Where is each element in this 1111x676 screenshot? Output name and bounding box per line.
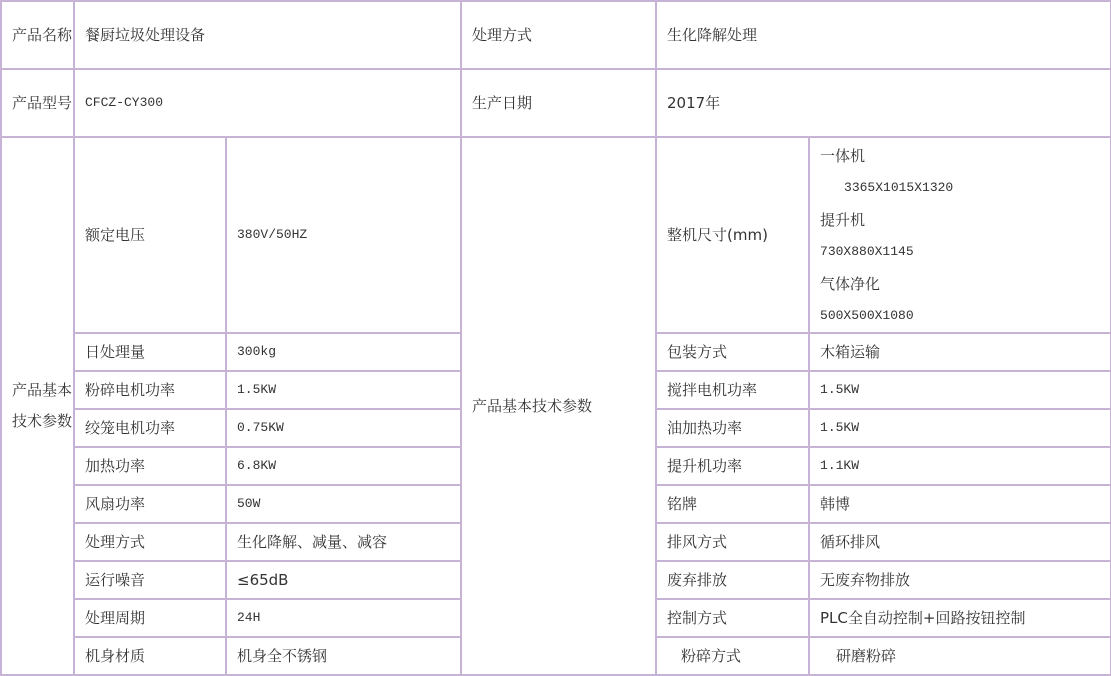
- param-value: 1.5KW: [809, 409, 1111, 447]
- param-label: 机身材质: [74, 637, 226, 675]
- product-name-label: 产品名称: [1, 1, 74, 69]
- param-label: 铭牌: [656, 485, 809, 523]
- param-label: 包装方式: [656, 333, 809, 371]
- table-row: [1, 69, 1111, 137]
- params-center-label: 产品基本技术参数: [461, 137, 656, 675]
- param-label: 搅拌电机功率: [656, 371, 809, 409]
- product-model-label: 产品型号: [1, 69, 74, 137]
- param-value: 24H: [226, 599, 461, 637]
- dimension-size: 500X500X1080: [820, 308, 914, 323]
- production-date-label: 生产日期: [461, 69, 656, 137]
- param-value: 韩博: [809, 485, 1111, 523]
- param-value: 1.5KW: [809, 371, 1111, 409]
- param-label: 绞笼电机功率: [74, 409, 226, 447]
- param-label: 额定电压: [74, 137, 226, 333]
- param-label: 排风方式: [656, 523, 809, 561]
- dimension-size: 730X880X1145: [820, 244, 914, 259]
- param-label: 加热功率: [74, 447, 226, 485]
- param-value: 1.1KW: [809, 447, 1111, 485]
- param-label: 日处理量: [74, 333, 226, 371]
- param-value: 0.75KW: [226, 409, 461, 447]
- param-value: 无废弃物排放: [809, 561, 1111, 599]
- param-value: 木箱运输: [809, 333, 1111, 371]
- product-model-value: CFCZ-CY300: [74, 69, 461, 137]
- param-value: 生化降解、减量、减容: [226, 523, 461, 561]
- product-name-value: 餐厨垃圾处理设备: [74, 1, 461, 69]
- param-label: 运行噪音: [74, 561, 226, 599]
- param-label: 废弃排放: [656, 561, 809, 599]
- production-date-value: 2017年: [656, 69, 1111, 137]
- param-value: 1.5KW: [226, 371, 461, 409]
- param-label: 风扇功率: [74, 485, 226, 523]
- param-label: 处理方式: [74, 523, 226, 561]
- param-value: 300kg: [226, 333, 461, 371]
- process-method-value: 生化降解处理: [656, 1, 1111, 69]
- param-value: 6.8KW: [226, 447, 461, 485]
- dimension-group-label: 气体净化: [820, 275, 881, 293]
- param-label: 油加热功率: [656, 409, 809, 447]
- dimension-group-label: 一体机: [820, 147, 866, 165]
- param-label: 粉碎方式: [656, 637, 809, 675]
- param-value: 50W: [226, 485, 461, 523]
- param-label: 提升机功率: [656, 447, 809, 485]
- process-method-label: 处理方式: [461, 1, 656, 69]
- param-value: PLC全自动控制+回路按钮控制: [809, 599, 1111, 637]
- table-row: [1, 1, 1111, 69]
- table-row: [1, 137, 1111, 333]
- param-value: 循环排风: [809, 523, 1111, 561]
- dimensions-value: [809, 137, 1111, 333]
- param-label: 粉碎电机功率: [74, 371, 226, 409]
- params-section-label: 产品基本技术参数: [1, 137, 74, 675]
- dimension-size: 3365X1015X1320: [844, 180, 954, 195]
- param-value: 380V/50HZ: [226, 137, 461, 333]
- param-value: 研磨粉碎: [809, 637, 1111, 675]
- param-label: 控制方式: [656, 599, 809, 637]
- param-label: 处理周期: [74, 599, 226, 637]
- param-value: ≤65dB: [226, 561, 461, 599]
- dimension-group-label: 提升机: [820, 211, 866, 229]
- param-value: 机身全不锈钢: [226, 637, 461, 675]
- dimensions-label: 整机尺寸(mm): [656, 137, 809, 333]
